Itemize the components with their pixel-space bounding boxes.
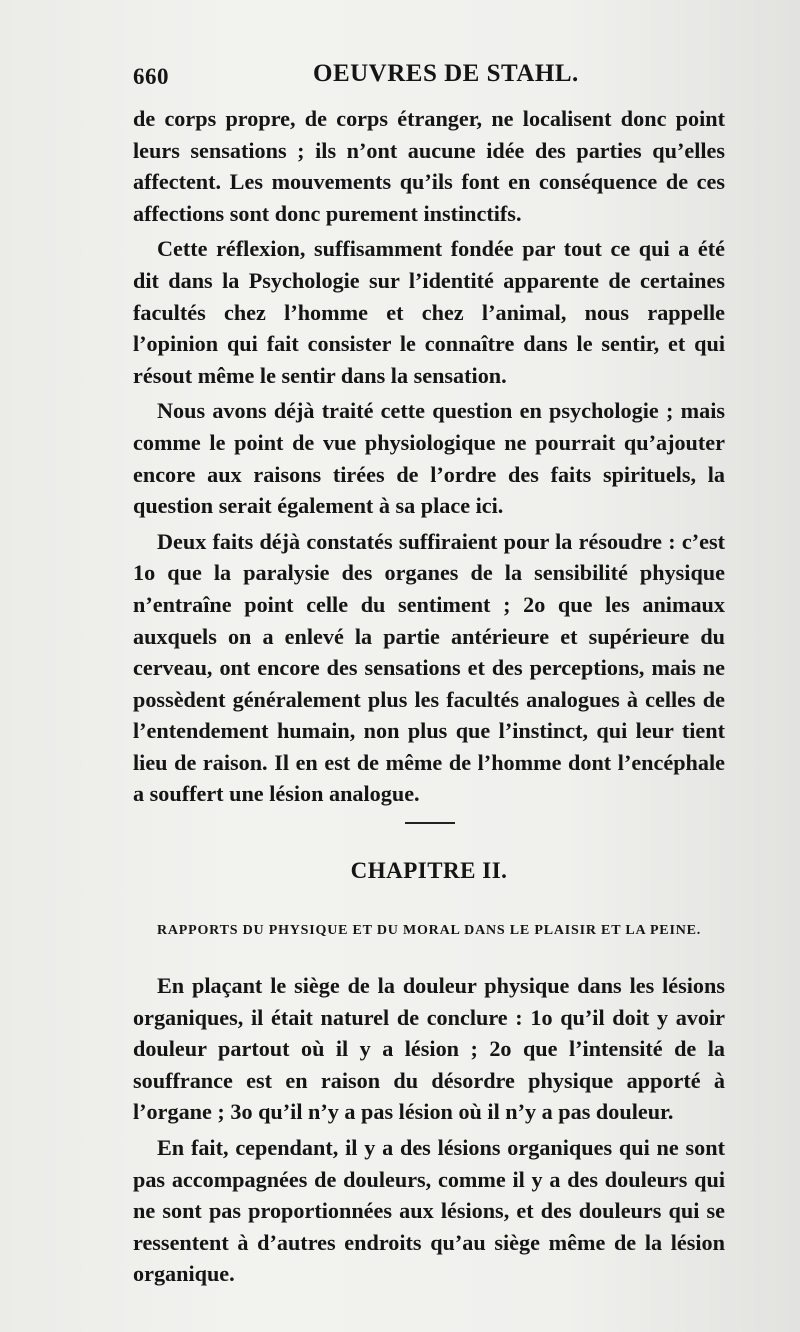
running-title: OEUVRES DE STAHL. [313, 60, 579, 87]
chapter-subtitle: RAPPORTS DU PHYSIQUE ET DU MORAL DANS LE PLAISIR ET LA PEINE. [156, 923, 702, 938]
paragraph: En plaçant le siège de la douleur physique dans les lésions organiques, il était naturel de conclure : 1o qu’il doit y avoir douleur partout où il y a lésion ; 2o que l’intensité de la souffrance est en raison du désordre physique apporté à l’organe ; 3o qu’il n’y a pas lésion où il n’y a pas douleur. [133, 973, 725, 1125]
paragraph: Nous avons déjà traité cette question en psychologie ; mais comme le point de vue physiologique ne pourrait qu’ajouter encore aux raisons tirées de l’ordre des faits spirituels, la question serait également à sa place ici. [133, 398, 725, 519]
body-text-top [133, 103, 725, 814]
paragraph: Deux faits déjà constatés suffiraient pour la résoudre : c’est 1o que la paralysie des organes de la sensibilité physique n’entraîne point celle du sentiment ; 2o que les animaux auxquels on a enlevé la partie antérieure et supérieure du cerveau, ont encore des sensations et des perceptions, mais ne possèdent généralement plus les facultés analogues à celles de l’entendement humain, non plus que l’instinct, qui leur tient lieu de raison. Il en est de même de l’homme dont l’encéphale a souffert une lésion analogue. [133, 528, 725, 807]
paragraph: Cette réflexion, suffisamment fondée par tout ce qui a été dit dans la Psychologie sur l’identité apparente de certaines facultés chez l’homme et chez l’animal, nous rappelle l’opinion qui fait consister le connaître dans le sentir, et qui résout même le sentir dans la sensation. [133, 236, 725, 388]
page-number: 660 [133, 64, 169, 89]
paragraph: En fait, cependant, il y a des lésions organiques qui ne sont pas accompagnées de douleurs, comme il y a des douleurs qui ne sont pas proportionnées aux lésions, et des douleurs qui se ressentent à d’autres endroits qu’au siège même de la lésion organique. [133, 1134, 725, 1287]
paragraph: de corps propre, de corps étranger, ne localisent donc point leurs sensations ; ils n’ont aucune idée des parties qu’elles affectent. Les mouvements qu’ils font en conséquence de ces affections sont donc purement instinctifs. [133, 106, 725, 226]
chapter-title: CHAPITRE II. [350, 858, 508, 883]
page-header [133, 60, 723, 100]
body-text-bottom [133, 970, 725, 1294]
section-divider [405, 822, 455, 824]
